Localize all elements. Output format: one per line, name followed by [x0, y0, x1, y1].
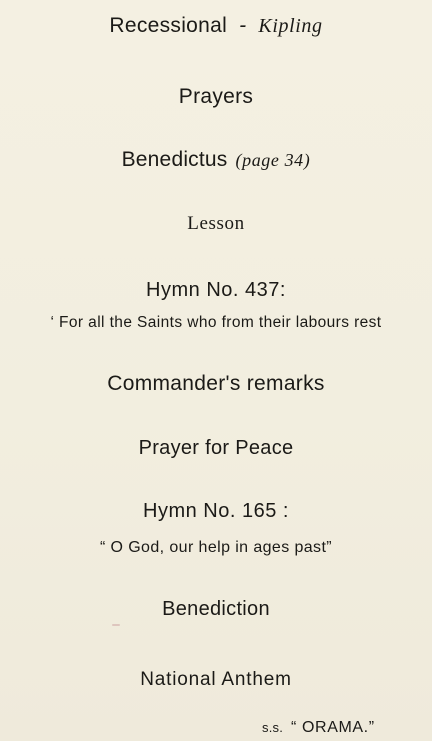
- recessional-title: Recessional: [109, 14, 228, 37]
- hymn-437-text: ‘ For all the Saints who from their labours rest: [50, 314, 382, 331]
- recessional-dash: -: [239, 14, 247, 37]
- ship-prefix: s.s.: [262, 720, 284, 735]
- recessional-author: Kipling: [258, 15, 323, 37]
- prayer-for-peace-heading: Prayer for Peace: [138, 437, 294, 459]
- benediction-heading: Benediction: [162, 598, 270, 620]
- prayers-heading: Prayers: [178, 85, 254, 108]
- ship-name-line: [262, 719, 375, 737]
- recessional-line: [0, 14, 432, 38]
- commander-remarks-heading: Commander's remarks: [107, 372, 325, 395]
- hymn-437-number: Hymn No. 437:: [146, 279, 286, 301]
- hymn-165-number: Hymn No. 165 :: [143, 500, 289, 522]
- benedictus-title: Benedictus: [121, 148, 228, 171]
- benedictus-line: [0, 148, 432, 172]
- national-anthem-heading: National Anthem: [140, 669, 292, 690]
- hymn-165-text: “ O God, our help in ages past”: [99, 539, 333, 556]
- lesson-heading: Lesson: [187, 213, 245, 234]
- benedictus-page-ref: (page 34): [235, 150, 311, 170]
- ship-name: “ ORAMA.”: [291, 719, 375, 736]
- ink-speck: [112, 624, 120, 626]
